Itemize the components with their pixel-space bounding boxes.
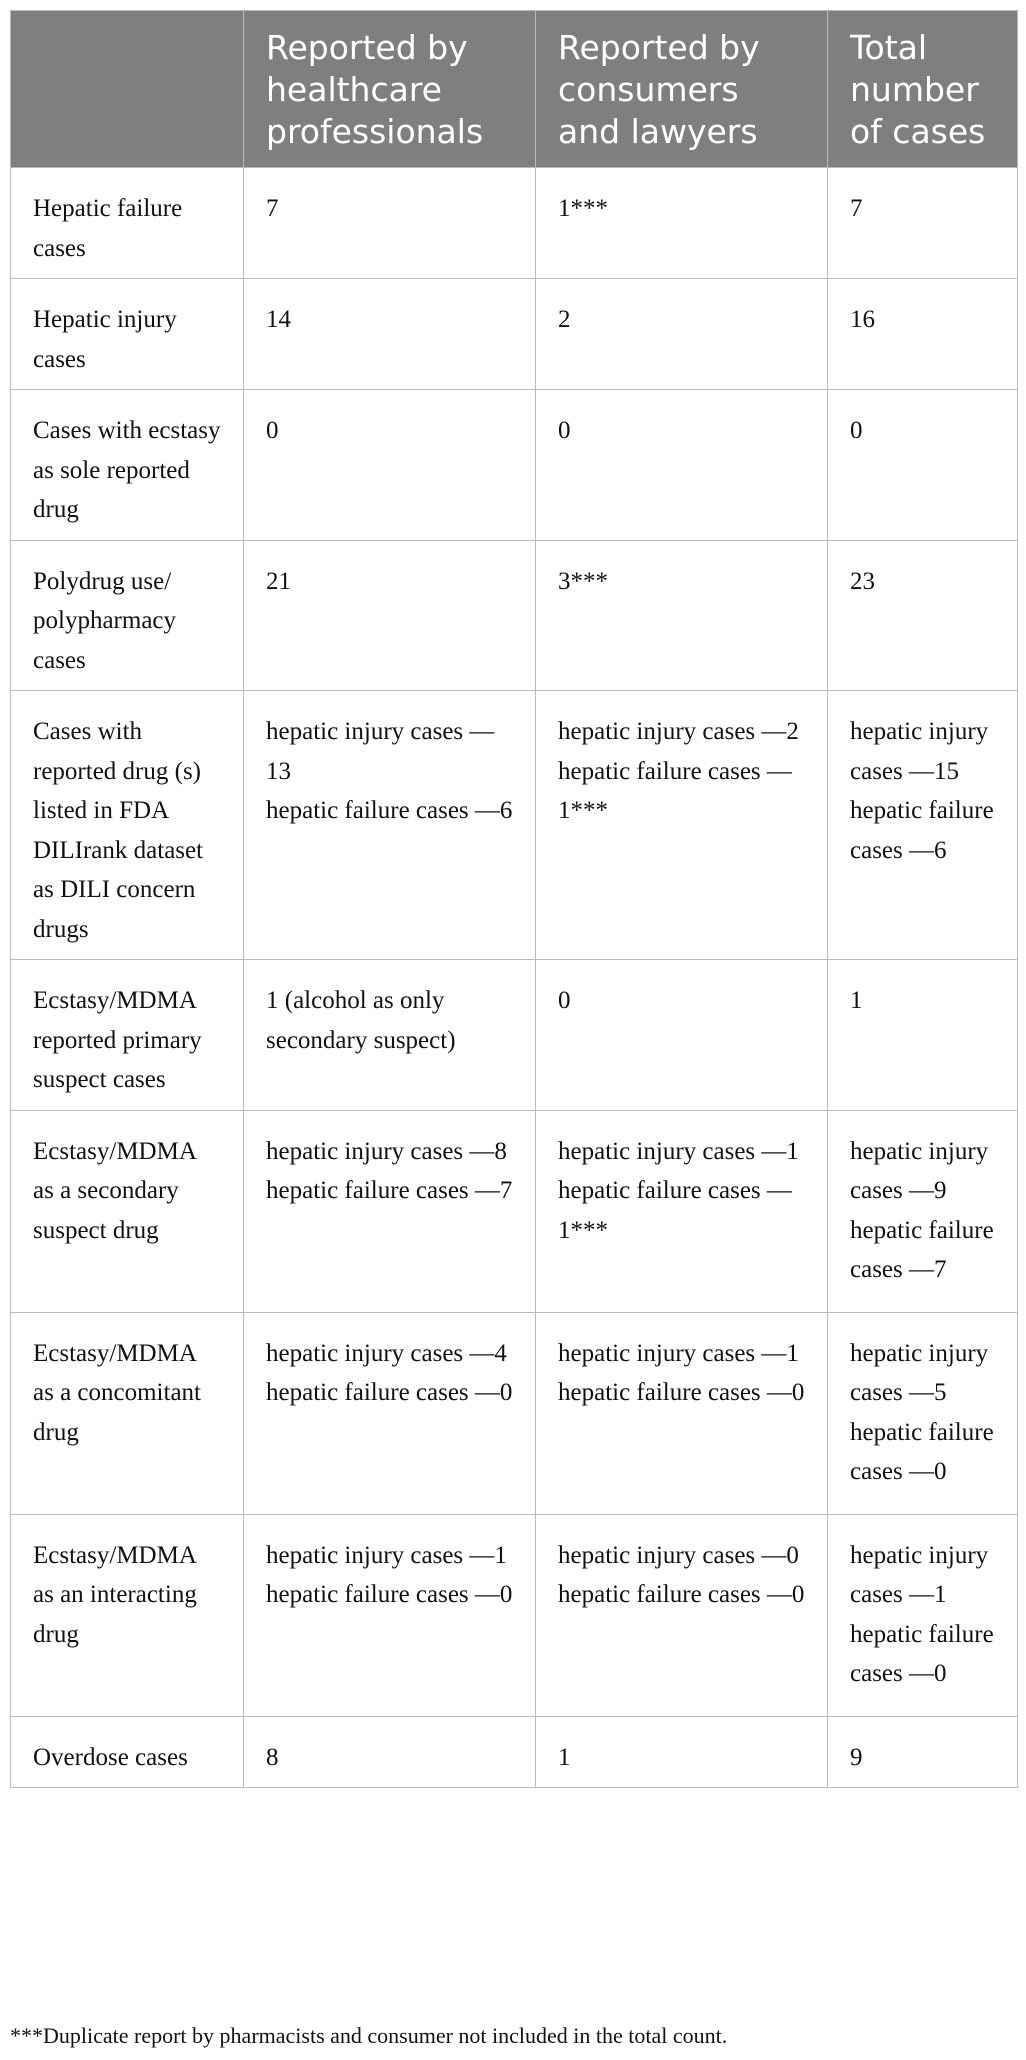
data-table-container (10, 10, 1017, 1788)
table-cell: 0 (536, 960, 828, 1111)
table-cell: 7 (828, 168, 1018, 279)
header-cell-empty (11, 11, 244, 168)
table-row (11, 390, 1018, 541)
table-cell: 21 (244, 540, 536, 691)
table-cell: hepatic injury cases —5 hepatic failure cases —0 (828, 1312, 1018, 1514)
table-cell: 8 (244, 1716, 536, 1788)
table-cell: 3*** (536, 540, 828, 691)
table-cell: hepatic injury cases —4 hepatic failure cases —0 (244, 1312, 536, 1514)
table-cell: 0 (244, 390, 536, 541)
table-row (11, 1514, 1018, 1716)
table-row (11, 1716, 1018, 1788)
table-body (11, 168, 1018, 1788)
table-row (11, 279, 1018, 390)
table-cell: 9 (828, 1716, 1018, 1788)
cases-table (10, 10, 1018, 1788)
row-label: Ecstasy/MDMA as a concomitant drug (11, 1312, 244, 1514)
table-cell: 1 (828, 960, 1018, 1111)
row-label: Cases with reported drug (s) listed in FDA DILIrank dataset as DILI concern drugs (11, 691, 244, 960)
table-cell: 2 (536, 279, 828, 390)
table-header (11, 11, 1018, 168)
table-cell: 7 (244, 168, 536, 279)
table-cell: hepatic injury cases —2 hepatic failure cases —1*** (536, 691, 828, 960)
table-cell: 1*** (536, 168, 828, 279)
table-cell: 14 (244, 279, 536, 390)
table-row (11, 1312, 1018, 1514)
header-cell-consumers-lawyers: Reported by consumers and lawyers (536, 11, 828, 168)
table-cell: hepatic injury cases —1 hepatic failure cases —0 (536, 1312, 828, 1514)
row-label: Ecstasy/MDMA as a secondary suspect drug (11, 1110, 244, 1312)
table-cell: 16 (828, 279, 1018, 390)
row-label: Ecstasy/MDMA reported primary suspect cases (11, 960, 244, 1111)
table-cell: 0 (536, 390, 828, 541)
table-row (11, 1110, 1018, 1312)
table-cell: hepatic injury cases —15 hepatic failure cases —6 (828, 691, 1018, 960)
row-label: Hepatic failure cases (11, 168, 244, 279)
table-row (11, 168, 1018, 279)
table-footnote: ***Duplicate report by pharmacists and consumer not included in the total count. (10, 2023, 728, 2048)
table-cell: 1 (536, 1716, 828, 1788)
table-cell: hepatic injury cases —8 hepatic failure cases —7 (244, 1110, 536, 1312)
table-cell: hepatic injury cases —1 hepatic failure cases —0 (828, 1514, 1018, 1716)
table-cell: hepatic injury cases —13 hepatic failure cases —6 (244, 691, 536, 960)
header-row (11, 11, 1018, 168)
table-row (11, 960, 1018, 1111)
row-label: Polydrug use/ polypharmacy cases (11, 540, 244, 691)
table-row (11, 691, 1018, 960)
header-cell-total: Total number of cases (828, 11, 1018, 168)
row-label: Cases with ecstasy as sole reported drug (11, 390, 244, 541)
row-label: Ecstasy/MDMA as an interacting drug (11, 1514, 244, 1716)
row-label: Overdose cases (11, 1716, 244, 1788)
table-cell: hepatic injury cases —1 hepatic failure cases —1*** (536, 1110, 828, 1312)
table-cell: hepatic injury cases —0 hepatic failure cases —0 (536, 1514, 828, 1716)
table-cell: hepatic injury cases —9 hepatic failure cases —7 (828, 1110, 1018, 1312)
table-cell: 23 (828, 540, 1018, 691)
table-row (11, 540, 1018, 691)
row-label: Hepatic injury cases (11, 279, 244, 390)
table-cell: hepatic injury cases —1 hepatic failure cases —0 (244, 1514, 536, 1716)
header-cell-healthcare-professionals: Reported by healthcare professionals (244, 11, 536, 168)
table-cell: 1 (alcohol as only secondary suspect) (244, 960, 536, 1111)
table-cell: 0 (828, 390, 1018, 541)
